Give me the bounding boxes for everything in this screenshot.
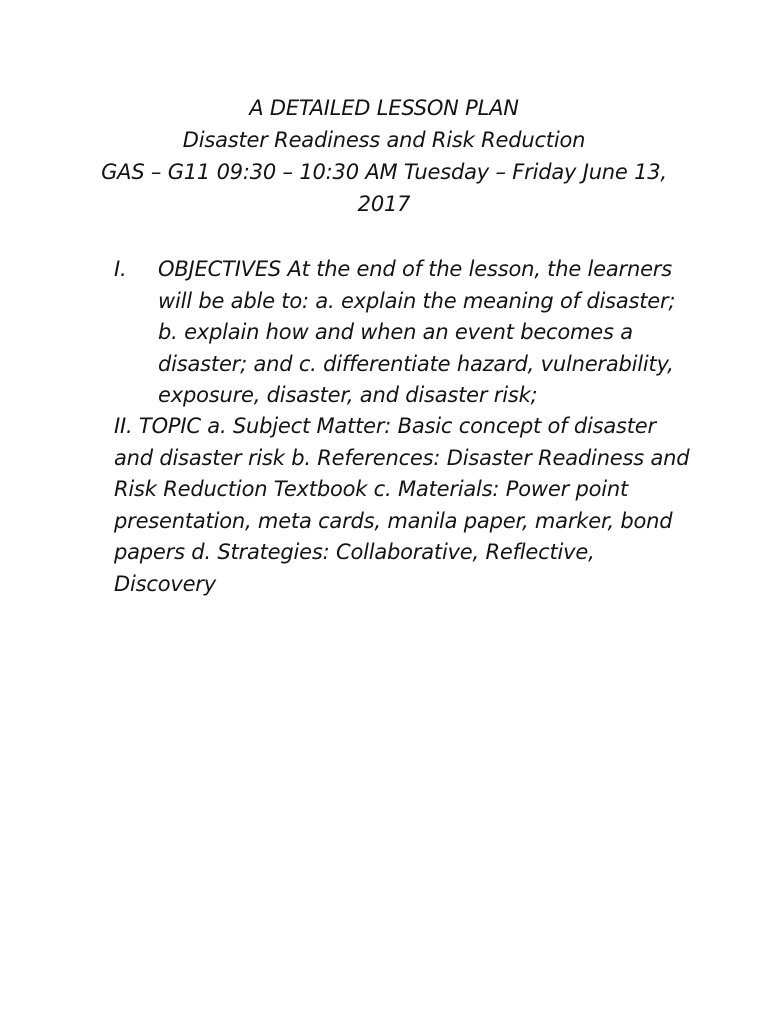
objectives-line: exposure, disaster, and disaster risk;: [158, 383, 538, 408]
subject-title: Disaster Readiness and Risk Reduction: [182, 128, 586, 152]
topic-section: [114, 411, 714, 601]
topic-line: Risk Reduction Textbook c. Materials: Power point: [114, 477, 629, 502]
topic-line: II. TOPIC a. Subject Matter: Basic concept of disaster: [114, 414, 656, 438]
topic-line: papers d. Strategies: Collaborative, Reflective,: [114, 540, 595, 565]
topic-line: Discovery: [114, 571, 216, 596]
objectives-section: [114, 254, 714, 412]
topic-line: and disaster risk b. References: Disaster Readiness and: [114, 445, 690, 470]
objectives-line: b. explain how and when an event becomes a: [158, 320, 633, 345]
topic-line: presentation, meta cards, manila paper, marker, bond: [114, 508, 673, 533]
document-title: A DETAILED LESSON PLAN: [249, 96, 519, 120]
schedule-year: 2017: [357, 192, 411, 216]
objectives-line: disaster; and c. differentiate hazard, vulnerability,: [158, 351, 674, 376]
objectives-line: OBJECTIVES At the end of the lesson, the learners: [158, 257, 672, 281]
objectives-number: I.: [114, 257, 127, 281]
schedule-line: GAS – G11 09:30 – 10:30 AM Tuesday – Friday June 13,: [101, 160, 667, 184]
objectives-text: [158, 254, 714, 412]
objectives-line: will be able to: a. explain the meaning of disaster;: [158, 288, 676, 313]
lesson-plan-header: [60, 92, 708, 220]
